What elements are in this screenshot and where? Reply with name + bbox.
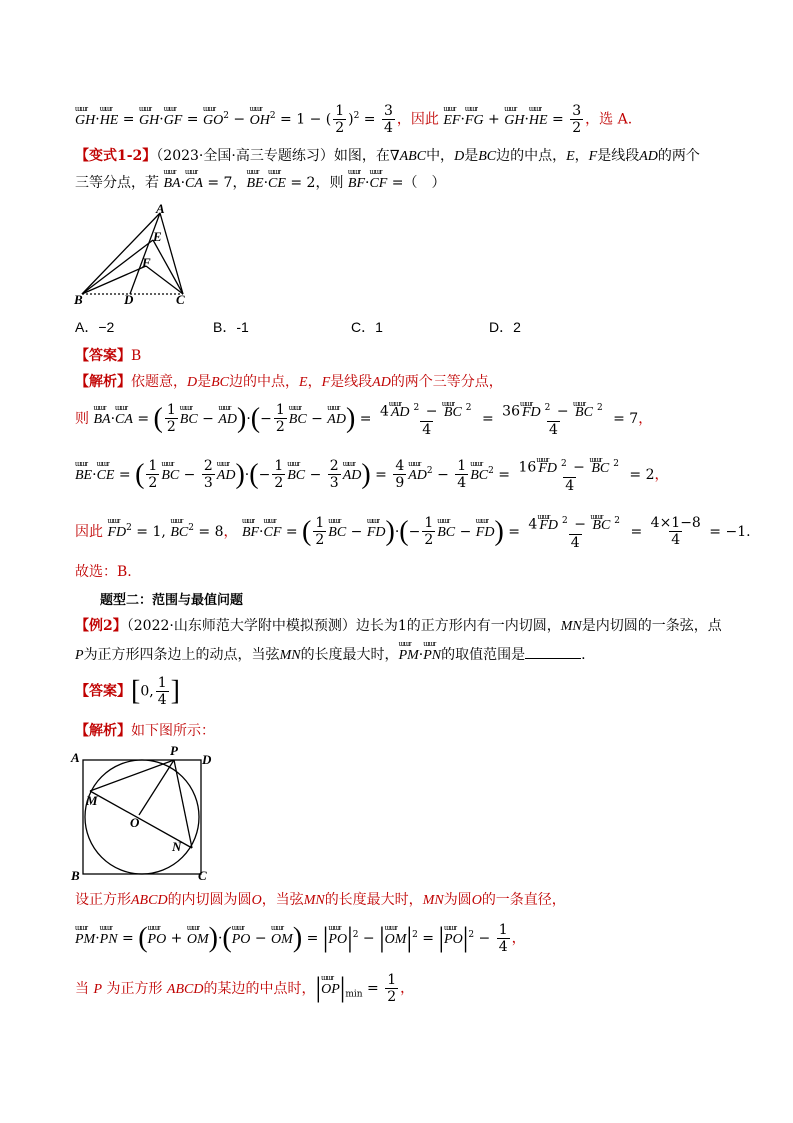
answer-blank[interactable] xyxy=(525,646,581,659)
option-a[interactable]: A．−2 xyxy=(75,319,115,335)
fig2-label-m: M xyxy=(86,793,98,808)
question-1-2-line-1: 【变式1-2】（2023·全国·高三专题练习）如图，在∇ABC中，D是BC边的中点，E，F是线段AD的两个 xyxy=(75,148,700,164)
question-tag: 【变式1-2】 xyxy=(75,148,157,164)
options-row xyxy=(75,317,521,337)
analysis-2-line-2: 当 P 为正方形 ABCD的某边的中点时，|ɯɯr $OP|_{min}$ = $\frac{1}{2}$ ， xyxy=(75,972,414,1005)
fig2-label-o: O xyxy=(130,815,140,830)
example-2-line-1: 【例2】（2022·山东师范大学附中模拟预测）边长为1的正方形内有一内切圆，MN是内切圆的一条弦，点 xyxy=(75,618,722,634)
analysis-text-2: 如下图所示： xyxy=(131,723,215,739)
analysis-line-1: 【解析】依题意，D是BC边的中点，E，F是线段AD的两个三等分点， xyxy=(75,374,503,390)
fig2-label-c: C xyxy=(198,868,207,882)
example-tag: 【例2】 xyxy=(75,618,127,634)
example-2-line-2: P为正方形四条边上的动点，当弦MN的长度最大时，ɯɯr PM·ɯɯr PN的取值范围是 . xyxy=(75,644,586,664)
fig1-label-a: A xyxy=(156,201,165,216)
fig1-label-b: B xyxy=(74,292,83,306)
analysis-2-eq-1: ɯɯr PM·ɯɯr PN = (ɯɯr PO + ɯɯr OM)·(ɯɯr PO − ɯɯr OM) = |ɯɯr $PO|^2$ − |ɯɯr $OM|^2$ = |ɯɯr $PO|^2$ − $\frac{1}{4}$ ， xyxy=(75,922,526,955)
fig2-label-n: N xyxy=(172,839,182,854)
option-d[interactable]: D．2 xyxy=(489,319,521,335)
fig1-label-f: F xyxy=(142,255,151,270)
fig2-label-d: D xyxy=(202,752,212,767)
triangle-figure xyxy=(72,200,202,306)
section-heading: 题型二：范围与最值问题 xyxy=(100,593,244,608)
fig2-label-b: B xyxy=(71,868,80,882)
option-c[interactable]: C．1 xyxy=(351,319,383,335)
analysis-tag: 【解析】 xyxy=(75,374,131,390)
fig1-label-e: E xyxy=(153,229,162,244)
analysis-eq-3: 因此 ɯɯr $FD^2 = 1$, ɯɯr $BC^2 = 8$， ɯɯr BF·ɯɯr CF = ( $\frac{1}{2}$ ɯɯr BC − ɯɯr FD)·(− $\frac{1}{2}$ ɯɯr BC − ɯɯr FD) = $\frac{4ɯɯr FD ^2 - ɯɯr BC ^2}{4}$ = $\frac{4\times 1-8}{4}$ = −1. xyxy=(75,513,751,551)
fig1-label-d: D xyxy=(124,292,134,306)
question-source: （2023·全国·高三专题练习） xyxy=(156,148,334,164)
option-b[interactable]: B．-1 xyxy=(213,319,249,335)
analysis-eq-2: ɯɯr BE·ɯɯr CE = ( $\frac{1}{2}$ ɯɯr BC − $\frac{2}{3}$ ɯɯr AD)·(− $\frac{1}{2}$ ɯɯr BC − $\frac{2}{3}$ ɯɯr AD) = $\frac{4}{9}$ ɯɯr $AD^2$ − $\frac{1}{4}$ ɯɯr $BC^2$ = $\frac{16ɯɯr FD ^2 - ɯɯr BC ^2}{4}$ = 2， xyxy=(75,456,669,494)
answer-tag-2: 【答案】 xyxy=(75,683,131,700)
answer-line-1 xyxy=(75,345,141,365)
analysis-eq-1: 则 ɯɯr BA·ɯɯr CA = ( $\frac{1}{2}$ ɯɯr BC − ɯɯr AD)·(− $\frac{1}{2}$ ɯɯr BC − ɯɯr AD) = $\frac{4ɯɯr AD ^2 - ɯɯr BC ^2}{4}$ = $\frac{36ɯɯr FD ^2 - ɯɯr BC ^2}{4}$ = 7， xyxy=(75,400,652,438)
answer-value: B xyxy=(131,348,142,364)
question-1-2-line-2: 三等分点，若 ɯɯr BA·ɯɯr CA = 7，ɯɯr BE·ɯɯr CE = 2，则 ɯɯr BF·ɯɯr CF =（ ） xyxy=(75,172,446,192)
example-source: （2022·山东师范大学附中模拟预测） xyxy=(126,618,356,634)
fig2-label-a: A xyxy=(71,750,80,765)
fig1-label-c: C xyxy=(176,292,185,306)
final-choice: 故选：B. xyxy=(75,564,132,580)
fig2-label-p: P xyxy=(170,743,178,758)
answer-tag: 【答案】 xyxy=(75,348,131,364)
analysis-tag-2: 【解析】 xyxy=(75,723,131,739)
square-circle-figure xyxy=(68,740,218,882)
analysis-2-line-1: 设正方形ABCD的内切圆为圆O，当弦MN的长度最大时，MN为圆O的一条直径， xyxy=(75,892,566,908)
equation-line-1: ɯɯr GH·ɯɯr HE = ɯɯr GH·ɯɯr GF = ɯɯr $GO^2$ − ɯɯr $OH^2 = 1$ − ( $\frac{1}{2}$ )$^2$ = $\frac{3}{4}$ ，因此 ɯɯr EF·ɯɯr FG + ɯɯr GH·ɯɯr HE = $\frac{3}{2}$ ，选 A. xyxy=(75,103,632,136)
answer-line-2: 【答案】[0, $\frac{1}{4}$ ] xyxy=(75,675,180,708)
analysis-line-2 xyxy=(75,720,215,740)
